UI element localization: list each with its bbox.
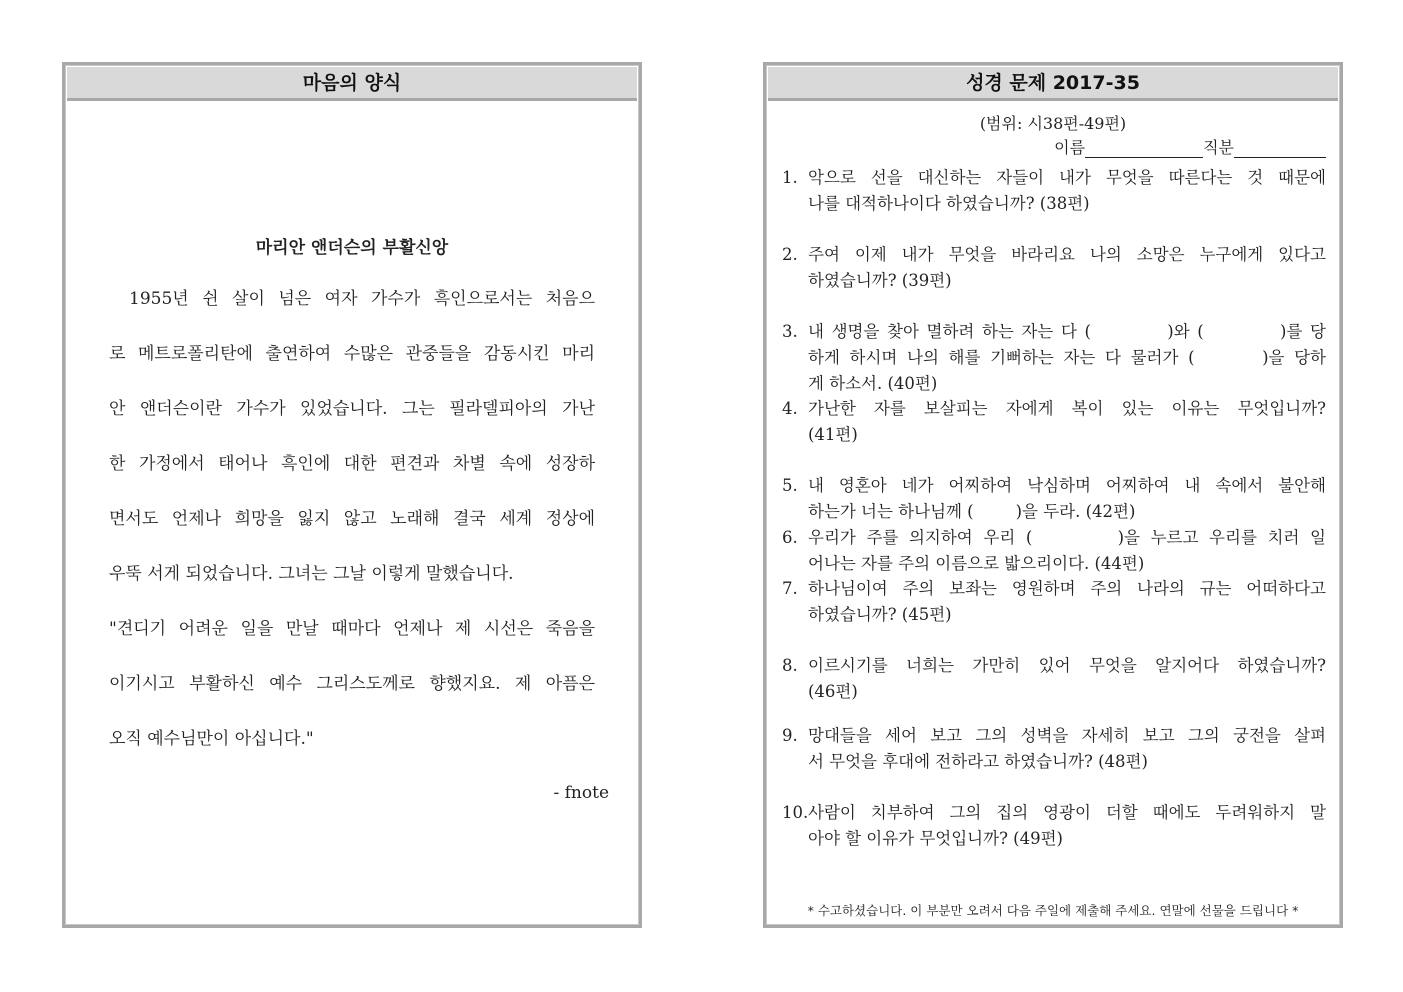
question-line: 내 영혼아 네가 어찌하여 낙심하며 어찌하여 내 속에서 불안해: [808, 476, 1326, 495]
quiz-footnote: * 수고하셨습니다. 이 부분만 오려서 다음 주일에 제출해 주세요. 연말에 선물을 드립니다 *: [807, 903, 1299, 918]
quiz-panel: [763, 62, 1343, 928]
question-line: 서 무엇을 후대에 전하라고 하였습니까? (48편): [808, 752, 1148, 771]
role-label: 직분: [1203, 138, 1234, 157]
essay-line: 안 앤더슨이란 가수가 있었습니다. 그는 필라델피아의 가난: [109, 399, 595, 419]
question-line: (41편): [808, 425, 858, 444]
question-line: 하게 하시며 나의 해를 기뻐하는 자는 다 물러가 ( )을 당하: [808, 348, 1326, 367]
question-line: 사람이 치부하여 그의 집의 영광이 더할 때에도 두려워하지 말: [808, 803, 1326, 822]
question-item: [782, 396, 1326, 448]
essay-body: [109, 281, 595, 776]
essay-line: 우뚝 서게 되었습니다. 그녀는 그날 이렇게 말했습니다.: [109, 564, 514, 584]
question-item: [782, 165, 1326, 217]
name-label: 이름: [1054, 138, 1086, 157]
question-line: 이르시기를 너희는 가만히 있어 무엇을 알지어다 하였습니까?: [808, 656, 1326, 675]
essay-line: 면서도 언제나 희망을 잃지 않고 노래해 결국 세계 정상에: [109, 509, 595, 529]
question-line: 어나는 자를 주의 이름으로 밟으리이다. (44편): [808, 554, 1145, 573]
essay-title: 마리안 앤더슨의 부활신앙: [255, 238, 449, 258]
question-number: 3.: [782, 322, 798, 341]
devotional-header: 마음의 양식: [67, 67, 637, 101]
question-line: 악으로 선을 대신하는 자들이 내가 무엇을 따른다는 것 때문에: [808, 168, 1326, 187]
question-number: 9.: [782, 726, 798, 745]
question-line: 내 생명을 찾아 멸하려 하는 자는 다 ( )와 ( )를 당: [808, 322, 1326, 341]
question-line: 하였습니까? (39편): [808, 271, 952, 290]
question-number: 8.: [782, 656, 798, 675]
essay-line: 한 가정에서 태어나 흑인에 대한 편견과 차별 속에 성장하: [109, 454, 595, 474]
essay-line: 1955년 쉰 살이 넘은 여자 가수가 흑인으로서는 처음으: [129, 289, 595, 309]
question-number: 6.: [782, 528, 798, 547]
question-line: 가난한 자를 보살피는 자에게 복이 있는 이유는 무엇입니까?: [808, 399, 1326, 418]
essay-line: "견디기 어려운 일을 만날 때마다 언제나 제 시선은 죽음을: [109, 619, 595, 639]
essay-line: 로 메트로폴리탄에 출연하여 수많은 관중들을 감동시킨 마리: [109, 344, 595, 364]
question-line: 아야 할 이유가 무엇입니까? (49편): [808, 829, 1063, 848]
question-item: [782, 653, 1326, 705]
devotional-panel: [62, 62, 642, 928]
question-number: 5.: [782, 476, 798, 495]
question-item: [782, 525, 1326, 577]
question-item: [782, 800, 1326, 852]
essay-line: 오직 예수님만이 아십니다.": [109, 729, 314, 749]
question-line: 망대들을 세어 보고 그의 성벽을 자세히 보고 그의 궁전을 살펴: [808, 726, 1326, 745]
question-number: 4.: [782, 399, 798, 418]
question-line: 주여 이제 내가 무엇을 바라리요 나의 소망은 누구에게 있다고: [808, 245, 1326, 264]
question-item: [782, 319, 1326, 397]
question-line: (46편): [808, 682, 858, 701]
question-line: 게 하소서. (40편): [808, 374, 938, 393]
role-blank[interactable]: [1234, 141, 1326, 158]
question-number: 7.: [782, 579, 798, 598]
essay-credit: - fnote: [553, 783, 609, 803]
question-item: [782, 473, 1326, 525]
question-line: 하나님이여 주의 보좌는 영원하며 주의 나라의 규는 어떠하다고: [808, 579, 1326, 598]
question-number: 1.: [782, 168, 798, 187]
question-number: 2.: [782, 245, 798, 264]
question-number: 10.: [782, 803, 809, 822]
question-item: [782, 242, 1326, 294]
question-line: 하였습니까? (45편): [808, 605, 952, 624]
question-item: [782, 576, 1326, 628]
question-line: 나를 대적하나이다 하였습니까? (38편): [808, 194, 1090, 213]
question-item: [782, 723, 1326, 775]
question-line: 우리가 주를 의지하여 우리 ( )을 누르고 우리를 치러 일: [808, 528, 1326, 547]
question-line: 하는가 너는 하나님께 ( )을 두라. (42편): [808, 502, 1136, 521]
quiz-header: 성경 문제 2017-35: [768, 67, 1338, 101]
quiz-scope: (범위: 시38편-49편): [979, 114, 1127, 133]
name-role-row: [1054, 135, 1326, 158]
name-blank[interactable]: [1085, 141, 1203, 158]
essay-line: 이기시고 부활하신 예수 그리스도께로 향했지요. 제 아픔은: [109, 674, 595, 694]
